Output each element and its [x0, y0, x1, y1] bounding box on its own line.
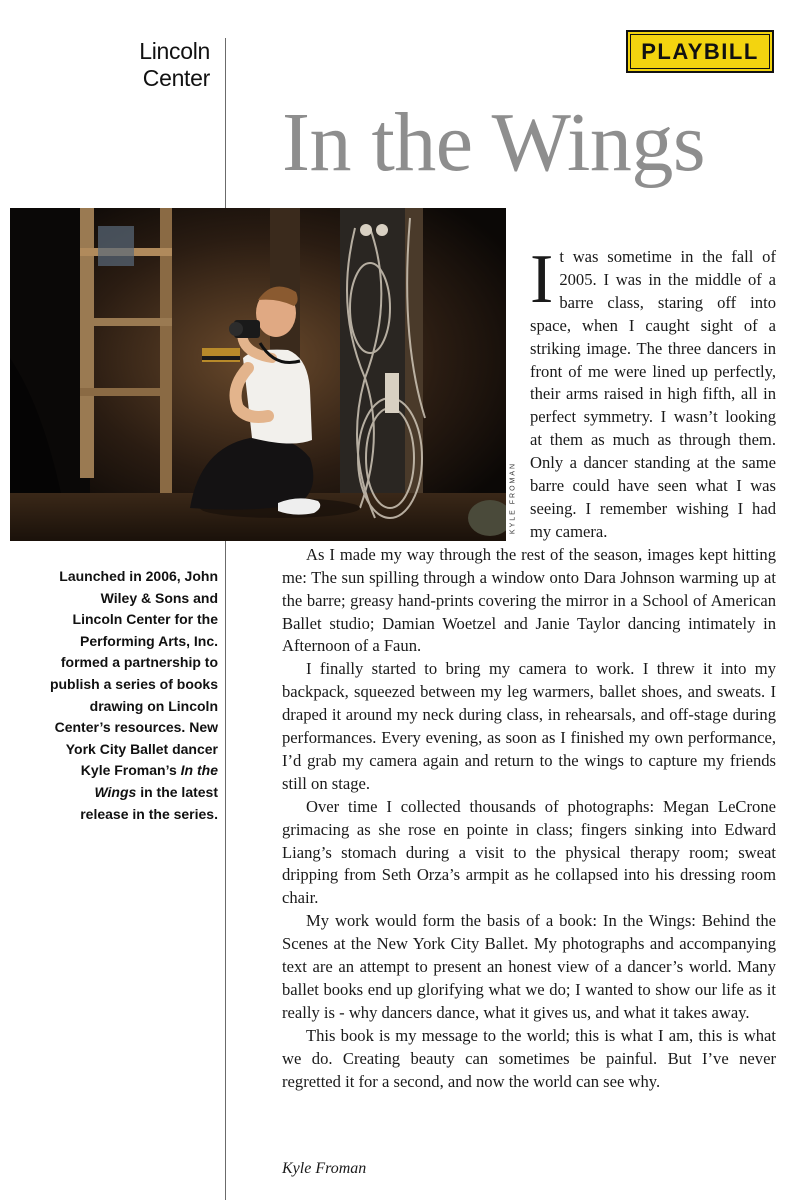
playbill-logo: PLAYBILL — [626, 30, 774, 73]
author-signature: Kyle Froman — [282, 1160, 367, 1177]
article-paragraph-3: I finally started to bring my camera to work. I threw it into my backpack, squeezed between my leg warmers, ballet shoes, and sweats. I draped it around my neck during class, in rehearsals, and off-stage during performances. Every evening, as soon as I finished my own performance, I’d grab my camera again and return to the wings to capture my friends still on stage. — [282, 659, 776, 793]
article-paragraph-5: My work would form the basis of a book: In the Wings: Behind the Scenes at the New York City Ballet. My photographs and accompanying text are an attempt to present an honest view of a dancer’s world. Many ballet books end up glorifying what we do; I wanted to show our life as it really is - why dancers dance, what it gives us, and what it takes away. — [282, 911, 776, 1022]
brand-line-2: Center — [142, 65, 210, 91]
drop-cap: I — [530, 241, 554, 318]
article-paragraph-4: Over time I collected thousands of photographs: Megan LeCrone grimacing as she rose en pointe in class; fingers sinking into Edward Liang’s stomach during a visit to the physical therapy room; sweat dripping from Seth Orza’s armpit as he collapsed into his dressing room chair. — [282, 796, 776, 908]
sidebar-text-after: in the latest release in the series. — [80, 783, 218, 822]
photo-credit-text: KYLE FROMAN — [509, 461, 517, 535]
sidebar-text-before: Launched in 2006, John Wiley & Sons and Lincoln Center for the Performing Arts, Inc. formed a partnership to publish a series of books drawing on Lincoln Center’s resources. New York City Ballet dancer Kyle Froman’s — [49, 568, 218, 779]
article-paragraph-1 — [530, 241, 776, 544]
sidebar-book-title: In the Wings — [94, 762, 218, 800]
sidebar-blurb — [48, 566, 218, 825]
page-title: In the Wings — [282, 96, 706, 189]
article-paragraph-2: As I made my way through the rest of the season, images kept hitting me: The sun spilling through a window onto Dara Johnson warming up at the barre; greasy hand-prints covering the mirror in a School of American Ballet studio; Damian Woetzel and Janie Taylor dancing intimately in Afternoon of a Faun. — [282, 544, 776, 656]
article-paragraph-6: This book is my message to the world; this is what I am, this is what we do. Creating beauty can sometimes be painful. But I’ve never regretted it for a second, and now the world can see why. — [282, 1025, 776, 1091]
lincoln-center-logo — [112, 38, 210, 92]
article-paragraph-1-text: t was sometime in the fall of 2005. I was in the middle of a barre class, staring off into space, when I caught sight of a striking image. The three dancers in front of me were lined up perfectly, their arms raised in high fifth, all in perfect symmetry. I wasn’t looking at them as much as through them. Only a dancer standing at the same barre could have seen what I was seeing. I remember wishing I had my camera. — [530, 247, 776, 541]
brand-line-1: Lincoln — [139, 38, 210, 64]
article-body — [282, 241, 776, 1094]
